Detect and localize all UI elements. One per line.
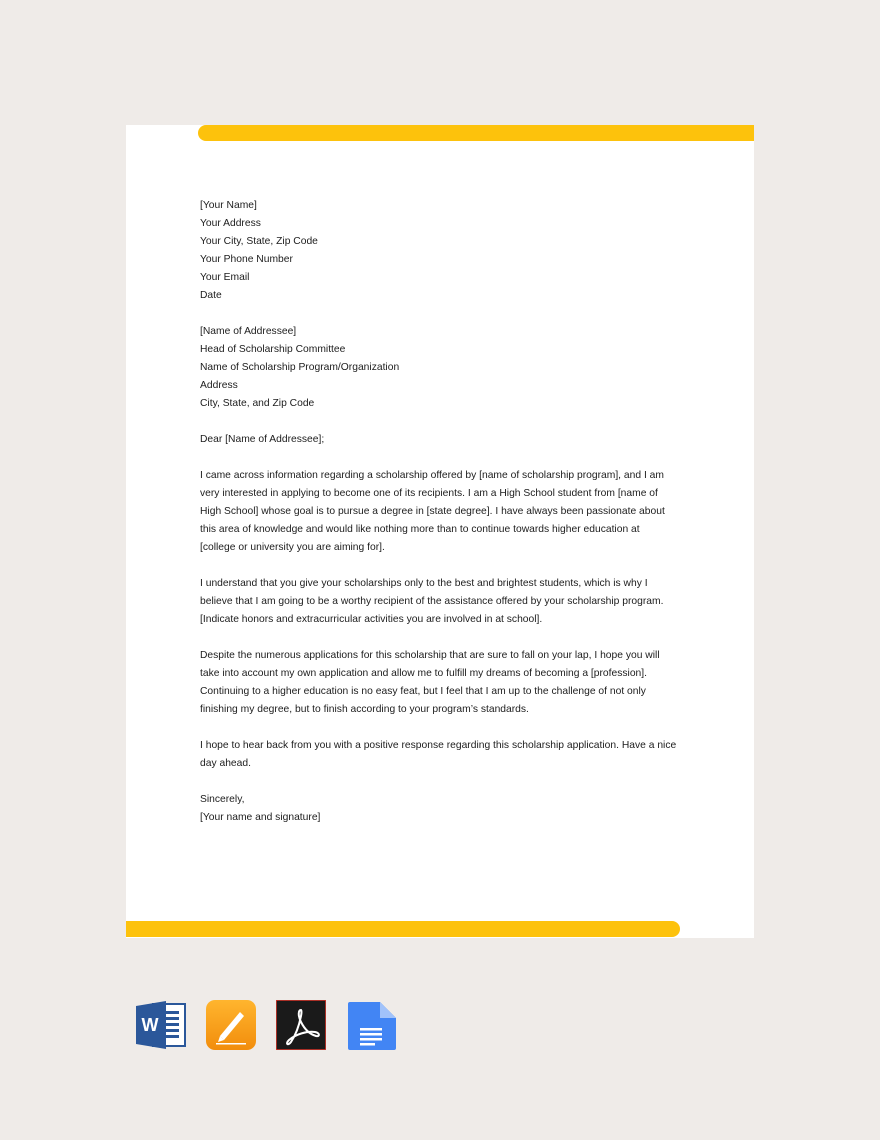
signature: [Your name and signature] (200, 812, 321, 823)
paragraph-3: Despite the numerous applications for this scholarship that are sure to fall on your lap, I hope you will take into account my own application and allow me to fulfill my dreams of becoming a [profession]. Continuing to a higher education is no easy feat, but I feel that I am up to the challenge of not only finishing my degree, but to finish according to your program’s standards. (200, 650, 660, 715)
letter-date: Date (200, 290, 222, 301)
recipient-name: [Name of Addressee] (200, 326, 297, 337)
paragraph-2: I understand that you give your scholarships only to the best and brightest students, which is why I believe that I am going to be a worthy recipient of the assistance offered by your scholarship program. [Indicate honors and extracurricular activities you are involved in at school]. (200, 578, 664, 625)
sender-phone: Your Phone Number (200, 254, 293, 265)
salutation: Dear [Name of Addressee]; (200, 434, 325, 445)
closing-block (200, 791, 690, 827)
sender-block (200, 197, 690, 305)
top-accent-bar (198, 125, 754, 141)
recipient-city: City, State, and Zip Code (200, 398, 315, 409)
bottom-accent-bar (126, 921, 680, 937)
acrobat-icon[interactable] (276, 1000, 326, 1050)
sender-email: Your Email (200, 272, 250, 283)
sender-city: Your City, State, Zip Code (200, 236, 318, 247)
pages-icon[interactable] (206, 1000, 256, 1050)
recipient-block (200, 323, 690, 413)
letter-body (200, 197, 690, 827)
google-docs-icon[interactable] (346, 1000, 396, 1050)
recipient-title: Head of Scholarship Committee (200, 344, 346, 355)
paragraph-1: I came across information regarding a scholarship offered by [name of scholarship program], and I am very interested in applying to become one of its recipients. I am a High School student from [name of High School] whose goal is to pursue a degree in [state degree]. I have always been passionate about this area of knowledge and would like nothing more than to continue towards higher education at [college or university you are aiming for]. (200, 470, 665, 553)
recipient-organization: Name of Scholarship Program/Organization (200, 362, 400, 373)
svg-text:W: W (141, 1015, 159, 1035)
sender-address: Your Address (200, 218, 261, 229)
paragraph-4: I hope to hear back from you with a positive response regarding this scholarship application. Have a nice day ahead. (200, 740, 677, 769)
word-icon[interactable] (136, 1000, 186, 1050)
sender-name: [Your Name] (200, 200, 257, 211)
closing: Sincerely, (200, 794, 245, 805)
recipient-address: Address (200, 380, 238, 391)
